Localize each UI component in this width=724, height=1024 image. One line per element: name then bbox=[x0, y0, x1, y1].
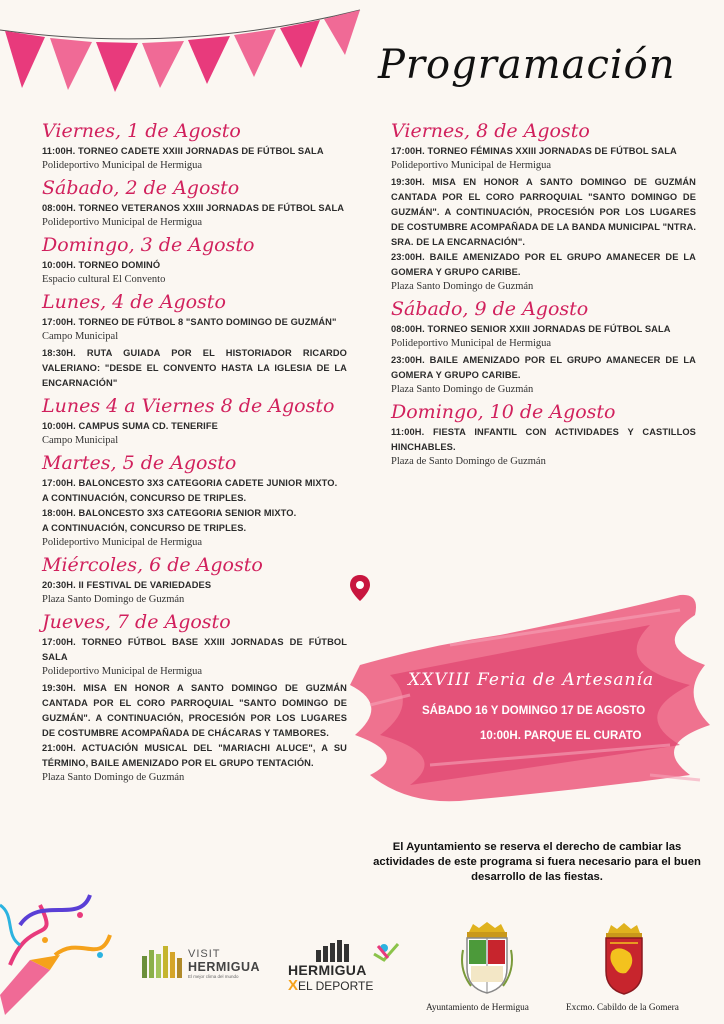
schedule-right-column bbox=[391, 118, 696, 471]
event-item: A CONTINUACIÓN, CONCURSO DE TRIPLES. bbox=[42, 523, 247, 533]
event-venue: Plaza Santo Domingo de Guzmán bbox=[42, 772, 185, 783]
event-venue: Polideportivo Municipal de Hermigua bbox=[42, 217, 203, 228]
page-title: Programación bbox=[378, 42, 676, 88]
day-block bbox=[42, 552, 347, 607]
day-block bbox=[42, 118, 347, 173]
event-venue: Plaza Santo Domingo de Guzmán bbox=[391, 281, 534, 292]
event-item: 19:30H. MISA EN HONOR A SANTO DOMINGO DE GUZMÁN CANTADA POR EL CORO PARROQUIAL "SANTO DOMINGO DE GUZMÁN". A CONTINUACIÓN, PROCESIÓN POR LOS LUGARES DE COSTUMBRE ACOMPAÑADA DE LA BANDA MUNICIPAL "NTRA. SRA. DE LA ENCARNACIÓN". bbox=[391, 177, 696, 247]
event-venue: Polideportivo Municipal de Hermigua bbox=[391, 160, 552, 171]
feria-dates: SÁBADO 16 Y DOMINGO 17 DE AGOSTO bbox=[422, 705, 646, 717]
event-item: 17:00H. TORNEO FÚTBOL BASE XXIII JORNADAS DE FÚTBOL SALA bbox=[42, 637, 347, 662]
event-item: 20:30H. II FESTIVAL DE VARIEDADES bbox=[42, 580, 212, 590]
day-block bbox=[42, 450, 347, 550]
event-item: 10:00H. TORNEO DOMINÓ bbox=[42, 260, 161, 270]
ayuntamiento-coat-of-arms bbox=[457, 920, 517, 995]
event-item: 17:00H. BALONCESTO 3X3 CATEGORIA CADETE JUNIOR MIXTO. bbox=[42, 478, 338, 488]
cabildo-coat-of-arms bbox=[600, 923, 648, 995]
day-title: Sábado, 9 de Agosto bbox=[391, 298, 589, 320]
event-item: 10:00H. CAMPUS SUMA CD. TENERIFE bbox=[42, 421, 218, 431]
day-title: Martes, 5 de Agosto bbox=[42, 452, 237, 474]
ayuntamiento-caption: Ayuntamiento de Hermigua bbox=[426, 1003, 529, 1013]
feria-title: XXVIII Feria de Artesanía bbox=[408, 670, 655, 690]
event-venue: Polideportivo Municipal de Hermigua bbox=[42, 537, 203, 548]
bunting-decoration bbox=[0, 0, 370, 95]
day-title: Domingo, 3 de Agosto bbox=[42, 234, 255, 256]
event-venue: Campo Municipal bbox=[42, 435, 119, 446]
event-item: 08:00H. TORNEO SENIOR XXIII JORNADAS DE FÚTBOL SALA bbox=[391, 324, 671, 334]
disclaimer-notice: El Ayuntamiento se reserva el derecho de cambiar las actividades de este programa si fuera necesario para el buen desarrollo de las fiestas. bbox=[373, 841, 701, 883]
feria-banner bbox=[350, 575, 720, 815]
day-block bbox=[42, 289, 347, 391]
visit-hermigua-logo: VISIT HERMIGUA El mejor clima del mundo bbox=[142, 942, 272, 982]
event-venue: Campo Municipal bbox=[42, 331, 119, 342]
event-venue: Plaza Santo Domingo de Guzmán bbox=[391, 384, 534, 395]
day-block bbox=[391, 118, 696, 294]
day-block bbox=[42, 609, 347, 785]
event-item: 18:30H. RUTA GUIADA POR EL HISTORIADOR RICARDO VALERIANO: "DESDE EL CONVENTO HASTA LA IGLESIA DE LA ENCARNACIÓN" bbox=[42, 348, 347, 388]
event-item: 11:00H. TORNEO CADETE XXIII JORNADAS DE FÚTBOL SALA bbox=[42, 146, 324, 156]
event-item: 11:00H. FIESTA INFANTIL CON ACTIVIDADES Y CASTILLOS HINCHABLES. bbox=[391, 427, 696, 452]
day-block bbox=[42, 175, 347, 230]
day-block bbox=[42, 232, 347, 287]
day-block bbox=[391, 296, 696, 397]
event-venue: Plaza Santo Domingo de Guzmán bbox=[42, 594, 185, 605]
event-venue: Polideportivo Municipal de Hermigua bbox=[391, 338, 552, 349]
day-title: Viernes, 1 de Agosto bbox=[42, 120, 241, 142]
event-item: 23:00H. BAILE AMENIZADO POR EL GRUPO AMANECER DE LA GOMERA Y GRUPO CARIBE. bbox=[391, 355, 696, 380]
day-title: Domingo, 10 de Agosto bbox=[391, 401, 616, 423]
footer-logos bbox=[0, 885, 724, 1024]
party-popper-icon bbox=[0, 885, 115, 1020]
event-item: 18:00H. BALONCESTO 3X3 CATEGORIA SENIOR MIXTO. bbox=[42, 508, 297, 518]
event-venue: Polideportivo Municipal de Hermigua bbox=[42, 160, 203, 171]
schedule-left-column bbox=[42, 118, 347, 787]
hermigua-x-el-deporte-logo: HERMIGUA XEL DEPORTE bbox=[288, 940, 403, 990]
event-item: 21:00H. ACTUACIÓN MUSICAL DEL "MARIACHI ALUCE", A SU TÉRMINO, BAILE AMENIZADO POR EL GRUPO TENTACIÓN. bbox=[42, 743, 347, 768]
day-title: Lunes 4 a Viernes 8 de Agosto bbox=[42, 395, 335, 417]
event-item: 19:30H. MISA EN HONOR A SANTO DOMINGO DE GUZMÁN CANTADA POR EL CORO PARROQUIAL "SANTO DOMINGO DE GUZMÁN". A CONTINUACIÓN, PROCESIÓN POR LOS LUGARES DE COSTUMBRE ACOMPAÑADA DE CHÁCARAS Y TAMBORES. bbox=[42, 683, 347, 738]
feria-place: 10:00H. PARQUE EL CURATO bbox=[480, 730, 642, 742]
day-title: Lunes, 4 de Agosto bbox=[42, 291, 226, 313]
event-item: A CONTINUACIÓN, CONCURSO DE TRIPLES. bbox=[42, 493, 247, 503]
event-item: 23:00H. BAILE AMENIZADO POR EL GRUPO AMANECER DE LA GOMERA Y GRUPO CARIBE. bbox=[391, 252, 696, 277]
event-item: 17:00H. TORNEO FÉMINAS XXIII JORNADAS DE FÚTBOL SALA bbox=[391, 146, 677, 156]
day-block bbox=[42, 393, 347, 448]
event-item: 08:00H. TORNEO VETERANOS XXIII JORNADAS DE FÚTBOL SALA bbox=[42, 203, 345, 213]
cabildo-caption: Excmo. Cabildo de la Gomera bbox=[566, 1003, 679, 1013]
location-pin-icon bbox=[350, 575, 370, 601]
event-venue: Plaza de Santo Domingo de Guzmán bbox=[391, 456, 546, 467]
day-title: Miércoles, 6 de Agosto bbox=[42, 554, 263, 576]
day-title: Sábado, 2 de Agosto bbox=[42, 177, 240, 199]
event-venue: Espacio cultural El Convento bbox=[42, 274, 166, 285]
day-block bbox=[391, 399, 696, 469]
day-title: Jueves, 7 de Agosto bbox=[42, 611, 231, 633]
event-venue: Polideportivo Municipal de Hermigua bbox=[42, 666, 203, 677]
event-item: 17:00H. TORNEO DE FÚTBOL 8 "SANTO DOMINGO DE GUZMÁN" bbox=[42, 317, 337, 327]
day-title: Viernes, 8 de Agosto bbox=[391, 120, 590, 142]
